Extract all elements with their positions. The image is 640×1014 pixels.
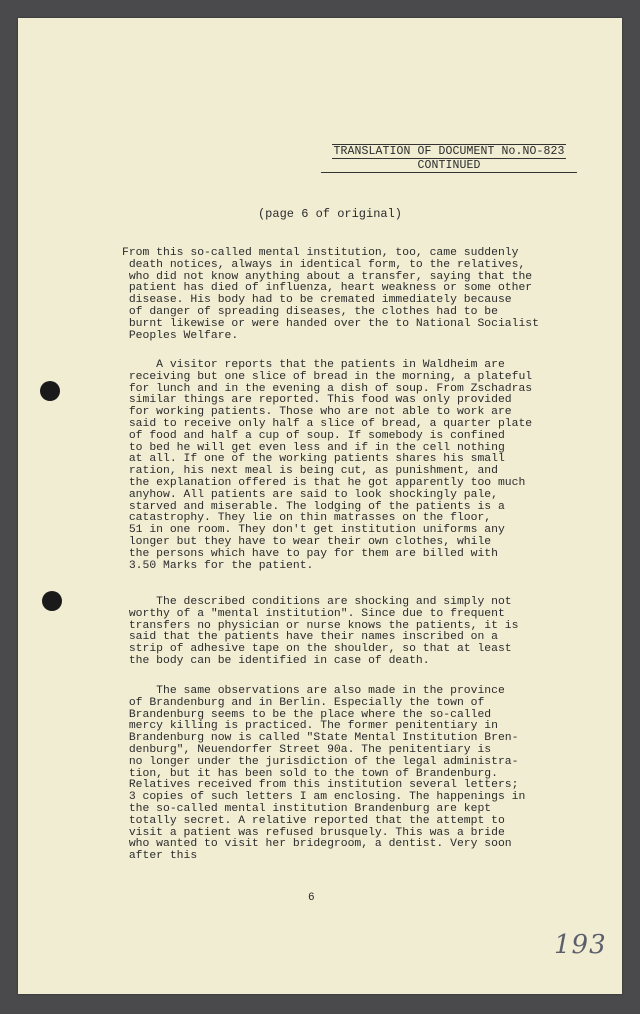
punch-hole <box>40 381 60 401</box>
handwritten-page-number: 193 <box>554 930 607 960</box>
header-line-1: TRANSLATION OF DOCUMENT No.NO-823 <box>333 145 565 158</box>
paragraph-4: The same observations are also made in the province of Brandenburg and in Berlin. Especially the town of Brandenburg seems to be the place where the so-called mercy killing is practiced. The former penitentiary in Brandenburg now is called "State Mental Institution Bren- denburg", Neuendorfer Street 90a. The penitentiary is no longer under the jurisdiction of the legal administra- tion, but it has been sold to the town of Brandenburg. Relatives received from this institution several letters; 3 copies of such letters I am enclosing. The happenings in the so-called mental institution Brandenburg are kept totally secret. A relative reported that the attempt to visit a patient was refused brusquely. This was a bride who wanted to visit her bridegroom, a dentist. Very soon after this <box>128 685 526 863</box>
paragraph-3: The described conditions are shocking and simply not worthy of a "mental institution". Since due to frequent transfers no physician or nurse knows the patients, it is said that the patients have their names inscribed on a strip of adhesive tape on the shoulder, so that at least the body can be identified in case of death. <box>128 596 519 667</box>
original-page-note: (page 6 of original) <box>257 207 403 221</box>
paragraph-1: From this so-called mental institution, too, came suddenly death notices, always in identical form, to the relatives, who did not know anything about a transfer, saying that the patient has died of influenza, heart weakness or some other disease. His body had to be cremated immediately because of danger of spreading diseases, the clothes had to be burnt likewise or were handed over the to National Socialist Peoples Welfare. <box>122 247 539 342</box>
header-line-2: CONTINUED <box>321 159 577 173</box>
paragraph-2: A visitor reports that the patients in Waldheim are receiving but one slice of bread in the morning, a plateful for lunch and in the evening a dish of soup. From Zschadras similar things are reported. This food was only provided for working patients. Those who are not able to work are said to receive only half a slice of bread, a quarter plate of food and half a cup of soup. If somebody is confined to bed he will get even less and if in the cell nothing at all. If one of the working patients shares his small ration, his next meal is being cut, as punishment, and the explanation offered is that he got apparently too much anyhow. All patients are said to look shockingly pale, starved and miserable. The lodging of the patients is a catastrophy. They lie on thin matrasses on the floor, 51 in one room. They don't get institution uniforms any longer but they have to wear their own clothes, while the persons which have to pay for them are billed with 3.50 Marks for the patient. <box>128 359 533 572</box>
document-page <box>18 18 622 994</box>
document-header <box>314 144 584 173</box>
page-number: 6 <box>308 892 315 904</box>
punch-hole <box>42 591 62 611</box>
